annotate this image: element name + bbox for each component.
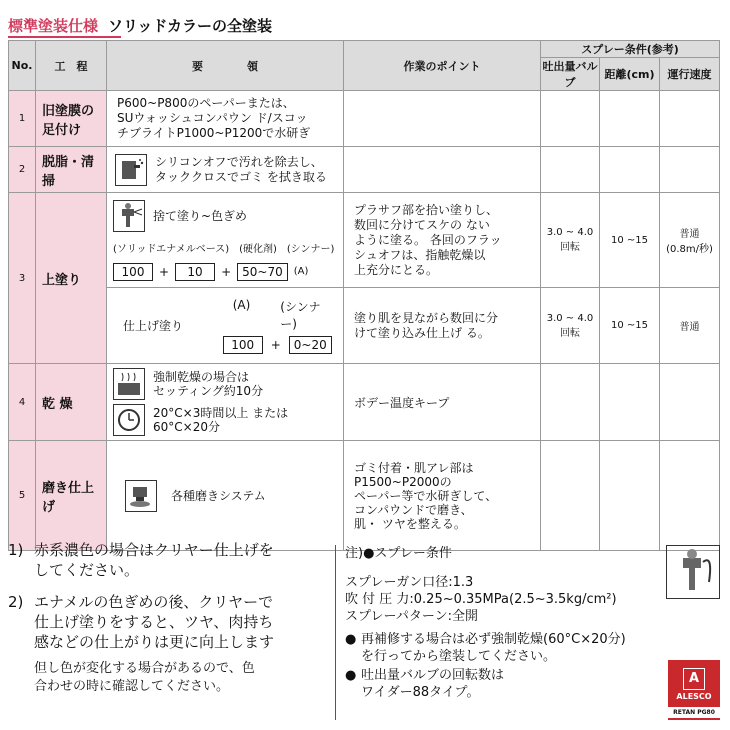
forced-dry-text: 強制乾燥の場合は セッティング約10分 <box>153 370 264 398</box>
base-ratio: 100 <box>113 263 153 281</box>
header-guide: 要 領 <box>107 41 344 91</box>
hardener-ratio: 10 <box>175 263 215 281</box>
row-distance <box>600 147 660 193</box>
finish-label-a: (A) <box>232 297 251 312</box>
header-distance: 距離(cm) <box>600 58 660 91</box>
note-2: エナメルの色ぎめの後、クリヤーで 仕上げ塗りをすると、ツヤ、肉持ち 感などの仕上がりは更に向上します <box>34 593 275 651</box>
row-speed: 普通 (0.8m/秒) <box>660 193 720 288</box>
row-valve <box>541 441 600 551</box>
row-points <box>344 91 541 147</box>
row-valve <box>541 147 600 193</box>
row-distance: 10 ~15 <box>600 193 660 288</box>
row-step: 乾 燥 <box>36 364 107 441</box>
table-row <box>9 288 720 364</box>
header-points: 作業のポイント <box>344 41 541 91</box>
title-underline <box>8 36 121 38</box>
row-points: 塗り肌を見ながら数回に分 けて塗り込み仕上げ る。 <box>344 288 541 364</box>
note-valve: 吐出量バルブの回転数は ワイダー88タイプ。 <box>361 668 505 700</box>
row-valve: 3.0 ~ 4.0 回転 <box>541 193 600 288</box>
header-valve: 吐出量バルブ <box>541 58 600 91</box>
row-speed: 普通 <box>660 288 720 364</box>
row-guide: P600~P800のペーパーまたは、 SUウォッシュコンパウン ド/スコッ チブライトP1000~P1200で水研ぎ <box>107 91 344 147</box>
spray-gun-icon <box>113 200 145 232</box>
note-1: 赤系濃色の場合はクリヤー仕上げを してください。 <box>34 541 274 579</box>
spec-table <box>8 40 720 551</box>
base-coat-title: 捨て塗り~色ぎめ <box>153 209 248 223</box>
row-no: 3 <box>9 193 36 364</box>
bullet: ● <box>345 668 357 683</box>
row-guide-cell <box>107 441 344 551</box>
alesco-logo <box>668 660 720 720</box>
row-valve: 3.0 ~ 4.0 回転 <box>541 288 600 364</box>
row-valve <box>541 91 600 147</box>
clock-icon <box>113 404 145 436</box>
finish-coat-title: 仕上げ塗り <box>123 319 184 333</box>
table-row <box>9 91 720 147</box>
row-step: 上塗り <box>36 193 107 364</box>
plus-sign: + <box>221 264 232 279</box>
spray-pattern: スプレーパターン:全開 <box>345 609 478 624</box>
table-row <box>9 193 720 288</box>
row-points: プラサフ部を拾い塗りし、 数回に分けてスケの ない ように塗る。 各回のフラッ シュオフは、指触乾燥以 上充分にとる。 <box>344 193 541 288</box>
finish-thinner-ratio: 0~20 <box>289 336 332 354</box>
polisher-icon <box>125 480 157 512</box>
row-points <box>344 147 541 193</box>
logo-product: RETAN PG80 <box>668 707 720 718</box>
divider <box>335 545 336 720</box>
note-number: 1) <box>8 541 24 559</box>
table-row <box>9 147 720 193</box>
row-no: 5 <box>9 441 36 551</box>
row-valve <box>541 364 600 441</box>
finish-label-thinner: (シンナー) <box>280 299 321 331</box>
row-guide-cell <box>107 288 344 364</box>
mix-labels: (ソリッドエナメルベース) (硬化剤) (シンナー) <box>113 243 335 255</box>
row-distance <box>600 91 660 147</box>
row-no: 4 <box>9 364 36 441</box>
row-no: 1 <box>9 91 36 147</box>
header-step: 工 程 <box>36 41 107 91</box>
heater-icon <box>113 368 145 400</box>
page-title: ソリッドカラーの全塗装 <box>108 17 272 35</box>
spray-pressure: 吹 付 圧 力:0.25~0.35MPa(2.5~3.5kg/cm²) <box>345 592 617 607</box>
dry-time-text: 20°C×3時間以上 または 60°C×20分 <box>153 406 289 434</box>
finish-a-ratio: 100 <box>223 336 263 354</box>
row-guide: シリコンオフで汚れを除去し、 タッククロスでゴミ を拭き取る <box>155 154 327 184</box>
logo-mark: A <box>683 668 705 690</box>
row-distance <box>600 441 660 551</box>
plus-sign: + <box>270 337 281 352</box>
table-row <box>9 441 720 551</box>
bullet: ● <box>345 632 357 647</box>
header-no: No. <box>9 41 36 91</box>
note-3: 但し色が変化する場合があるので、色 合わせの時に確認してください。 <box>34 661 255 694</box>
row-speed <box>660 364 720 441</box>
row-no: 2 <box>9 147 36 193</box>
table-row <box>9 364 720 441</box>
spray-gun-icon <box>666 545 720 599</box>
header-speed: 運行速度 <box>660 58 720 91</box>
row-speed <box>660 91 720 147</box>
row-step: 磨き仕上げ <box>36 441 107 551</box>
standard-spec-label: 標準塗装仕様 <box>8 17 99 35</box>
row-distance <box>600 364 660 441</box>
notes-left <box>8 540 338 696</box>
spray-conditions-heading: 注)●スプレー条件 <box>345 546 452 561</box>
row-step: 旧塗膜の 足付け <box>36 91 107 147</box>
row-speed <box>660 147 720 193</box>
title-row <box>8 8 272 36</box>
plus-sign: + <box>159 264 170 279</box>
notes-right <box>345 545 655 701</box>
row-step: 脱脂・清掃 <box>36 147 107 193</box>
logo-name: ALESCO <box>676 692 712 701</box>
row-guide-cell <box>107 193 344 288</box>
header-spray: スプレー条件(参考) <box>541 41 720 58</box>
row-guide-cell <box>107 147 344 193</box>
gun-size: スプレーガン口径:1.3 <box>345 575 474 590</box>
row-guide-cell <box>107 364 344 441</box>
row-points: ゴミ付着・肌アレ部は P1500~P2000の ペーパー等で水研ぎして、 コンパウンドで磨き、 肌・ ツヤを整える。 <box>344 441 541 551</box>
row-guide: 各種磨きシステム <box>171 489 266 503</box>
note-repair: 再補修する場合は必ず強制乾燥(60°C×20分) を行ってから塗装してください。 <box>361 632 626 664</box>
mix-tag: (A) <box>293 266 309 277</box>
row-points: ボデー温度キープ <box>344 364 541 441</box>
row-distance: 10 ~15 <box>600 288 660 364</box>
note-number: 2) <box>8 593 24 611</box>
row-speed <box>660 441 720 551</box>
thinner-ratio: 50~70 <box>237 263 288 281</box>
degreasing-icon <box>115 154 147 186</box>
